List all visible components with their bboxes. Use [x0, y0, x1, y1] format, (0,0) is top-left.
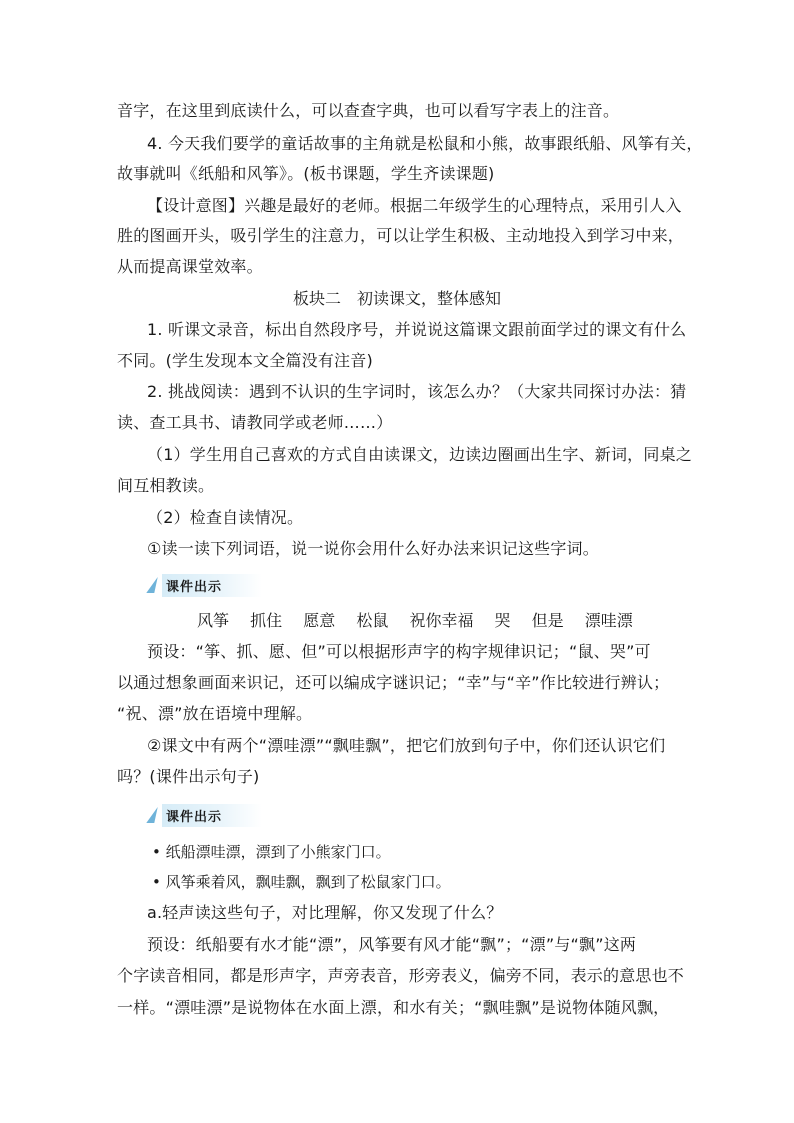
- paragraph-line: 预设：纸船要有水才能“漂”，风筝要有风才能“飘”；“漂”与“飘”这两: [147, 935, 637, 954]
- badge-label: 课件出示: [162, 804, 262, 827]
- badge-label: 课件出示: [162, 574, 262, 597]
- vocab-word: 哭: [494, 611, 511, 630]
- design-intent-line: 【设计意图】兴趣是最好的老师。根据二年级学生的心理特点，采用引人入: [147, 196, 682, 215]
- vocab-word: 风筝: [197, 611, 230, 630]
- courseware-badge: [150, 574, 262, 596]
- vocabulary-list: [197, 611, 649, 631]
- paragraph-line: 故事就叫《纸船和风筝》。(板书课题，学生齐读课题): [117, 164, 495, 183]
- vocab-word: 抓住: [250, 611, 283, 630]
- paragraph-line: 2. 挑战阅读：遇到不认识的生字词时，该怎么办？（大家共同探讨办法：猜: [147, 382, 687, 401]
- vocab-word: 祝你幸福: [409, 611, 474, 630]
- paragraph-line: 以通过想象画面来识记，还可以编成字谜识记；“幸”与“辛”作比较进行辨认；: [117, 673, 670, 692]
- paragraph-line: 胜的图画开头，吸引学生的注意力，可以让学生积极、主动地投入到学习中来，: [117, 226, 685, 245]
- vocab-word: 松鼠: [356, 611, 389, 630]
- courseware-badge: [150, 804, 262, 826]
- paragraph-line: 预设：“筝、抓、愿、但”可以根据形声字的构字规律识记；“鼠、哭”可: [147, 642, 651, 661]
- sentence-item: • 风筝乘着风，飘哇飘，飘到了松鼠家门口。: [152, 873, 451, 891]
- paragraph-line: 从而提高课堂效率。: [117, 257, 263, 276]
- sentence-item: • 纸船漂哇漂，漂到了小熊家门口。: [152, 843, 391, 861]
- paragraph-line: 读、查工具书、请教同学或老师……）: [117, 413, 393, 432]
- slash-icon: [146, 577, 161, 593]
- paragraph-line: （2）检查自读情况。: [147, 508, 304, 527]
- paragraph-line: 不同。(学生发现本文全篇没有注音): [117, 351, 373, 370]
- paragraph-line: ①读一读下列词语，说一说你会用什么好办法来识记这些字词。: [147, 539, 599, 558]
- paragraph-line: a.轻声读这些句子，对比理解，你又发现了什么？: [147, 903, 503, 922]
- paragraph-line: 个字读音相同，都是形声字，声旁表音，形旁表义，偏旁不同，表示的意思也不: [117, 966, 685, 985]
- slash-icon: [146, 807, 161, 823]
- paragraph-line: ②课文中有两个“漂哇漂”“飘哇飘”，把它们放到句子中，你们还认识它们: [147, 736, 666, 755]
- vocab-word: 漂哇漂: [584, 611, 633, 630]
- paragraph-line: 1. 听课文录音，标出自然段序号，并说说这篇课文跟前面学过的课文有什么: [147, 320, 687, 339]
- paragraph-line: 4. 今天我们要学的童话故事的主角就是松鼠和小熊，故事跟纸船、风筝有关，: [147, 134, 703, 153]
- paragraph-line: 一样。“漂哇漂”是说物体在水面上漂，和水有关；“飘哇飘”是说物体随风飘，: [117, 998, 670, 1017]
- section-title: 板块二 初读课文，整体感知: [292, 289, 501, 308]
- vocab-word: 愿意: [303, 611, 336, 630]
- paragraph-line: 音字，在这里到底读什么，可以查查字典，也可以看写字表上的注音。: [117, 101, 620, 120]
- paragraph-line: 间互相教读。: [117, 476, 215, 495]
- paragraph-line: 吗？(课件出示句子): [117, 767, 260, 786]
- paragraph-line: “祝、漂”放在语境中理解。: [117, 704, 313, 723]
- paragraph-line: （1）学生用自己喜欢的方式自由读课文，边读边圈画出生字、新词，同桌之: [147, 445, 692, 464]
- vocab-word: 但是: [531, 611, 564, 630]
